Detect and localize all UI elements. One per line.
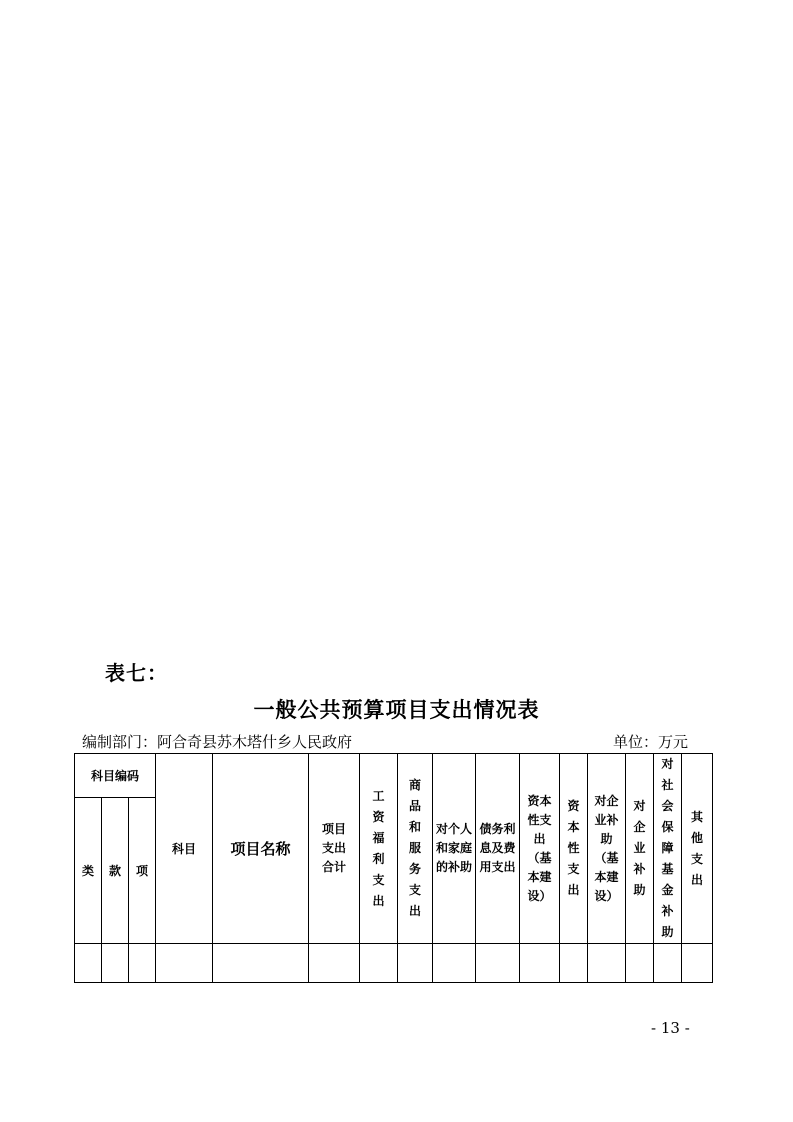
table-label: 表七： — [105, 661, 168, 685]
table-cell — [433, 944, 476, 983]
col-header-capital: 资本性支出 — [560, 754, 588, 944]
col-header-goods-services: 商品和服务支出 — [398, 754, 433, 944]
subject-header-cell — [156, 754, 213, 944]
table-cell — [213, 944, 309, 983]
page-number: - 13 - — [651, 1019, 690, 1037]
table-cell — [102, 944, 129, 983]
code-header: 科目编码 — [90, 768, 139, 783]
col-header-total: 项目支出合计 — [309, 754, 360, 944]
table-cell — [520, 944, 560, 983]
table-cell — [588, 944, 626, 983]
table-cell — [309, 944, 360, 983]
col-header-social-security: 对社会保障基金补助 — [654, 754, 682, 944]
code-sub-item: 项 — [129, 798, 156, 944]
table-cell — [626, 944, 654, 983]
table-row — [75, 944, 713, 983]
department-label: 编制部门：阿合奇县苏木塔什乡人民政府 — [82, 733, 353, 751]
table-cell — [129, 944, 156, 983]
col-header-debt-interest: 债务利息及费用支出 — [476, 754, 520, 944]
col-header-other: 其他支出 — [682, 754, 713, 944]
table-title: 一般公共预算项目支出情况表 — [253, 698, 540, 722]
project-name-header: 项目名称 — [230, 840, 291, 858]
table-cell — [682, 944, 713, 983]
table-cell — [360, 944, 398, 983]
subject-header: 科目 — [171, 842, 196, 856]
table-cell — [75, 944, 102, 983]
table-cell — [398, 944, 433, 983]
col-header-capital-basic: 资本性支出（基本建设） — [520, 754, 560, 944]
code-sub-category: 类 — [75, 798, 102, 944]
table-cell — [476, 944, 520, 983]
unit-label: 单位：万元 — [613, 733, 689, 751]
code-sub-section: 款 — [102, 798, 129, 944]
table-cell — [156, 944, 213, 983]
col-header-household-subsidy: 对个人和家庭的补助 — [433, 754, 476, 944]
col-header-enterprise-basic: 对企业补助（基本建设） — [588, 754, 626, 944]
project-name-header-cell — [213, 754, 309, 944]
code-header-cell — [75, 754, 156, 798]
col-header-enterprise: 对企业补助 — [626, 754, 654, 944]
table-cell — [654, 944, 682, 983]
budget-table — [74, 753, 713, 983]
table-cell — [560, 944, 588, 983]
col-header-salary: 工资福利支出 — [360, 754, 398, 944]
